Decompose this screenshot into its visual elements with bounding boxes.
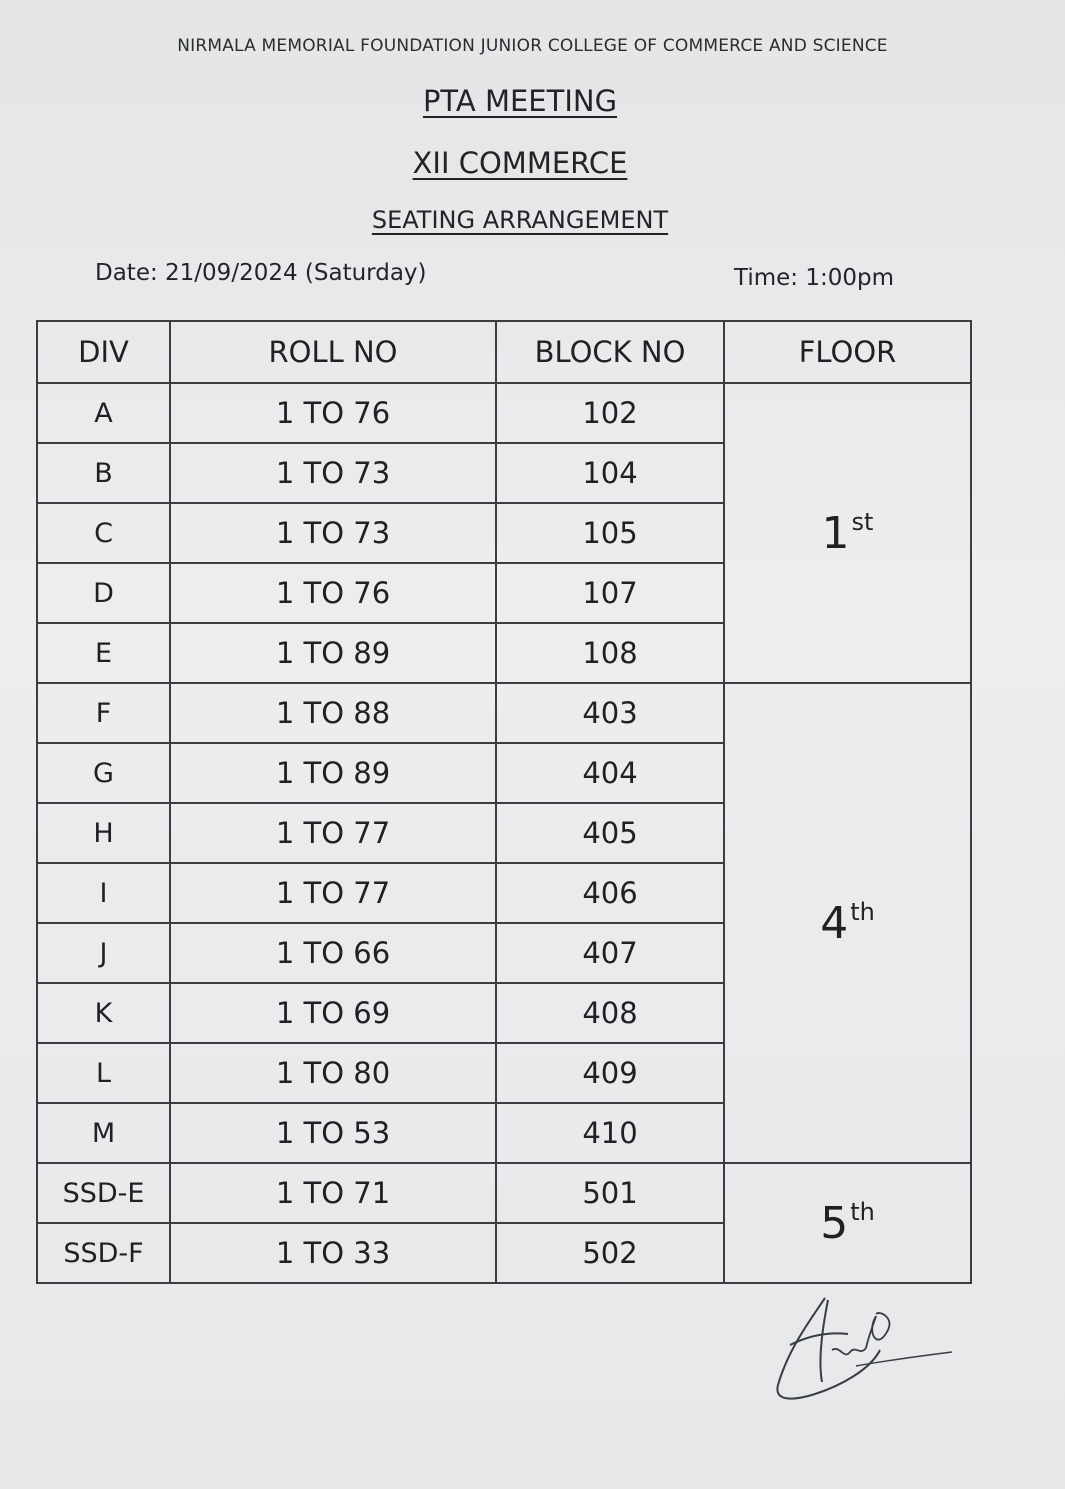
table-row xyxy=(37,1163,971,1223)
table-row xyxy=(37,383,971,443)
div-cell: C xyxy=(37,503,170,563)
floor-cell-4th: 4th xyxy=(724,683,971,1163)
table-header-row xyxy=(37,321,971,383)
column-header-block-no: BLOCK NO xyxy=(496,321,724,383)
block-cell: 404 xyxy=(496,743,724,803)
roll-cell: 1 TO 76 xyxy=(170,383,496,443)
div-cell: B xyxy=(37,443,170,503)
div-cell: F xyxy=(37,683,170,743)
div-cell: M xyxy=(37,1103,170,1163)
block-cell: 501 xyxy=(496,1163,724,1223)
floor-cell-1st: 1st xyxy=(724,383,971,683)
meeting-time: Time: 1:00pm xyxy=(734,265,895,291)
block-cell: 403 xyxy=(496,683,724,743)
block-cell: 502 xyxy=(496,1223,724,1283)
div-cell: SSD-F xyxy=(37,1223,170,1283)
roll-cell: 1 TO 89 xyxy=(170,623,496,683)
block-cell: 406 xyxy=(496,863,724,923)
block-cell: 409 xyxy=(496,1043,724,1103)
roll-cell: 1 TO 71 xyxy=(170,1163,496,1223)
floor-cell-5th: 5th xyxy=(724,1163,971,1283)
block-cell: 105 xyxy=(496,503,724,563)
roll-cell: 1 TO 69 xyxy=(170,983,496,1043)
div-cell: G xyxy=(37,743,170,803)
div-cell: A xyxy=(37,383,170,443)
block-cell: 408 xyxy=(496,983,724,1043)
block-cell: 102 xyxy=(496,383,724,443)
div-cell: H xyxy=(37,803,170,863)
roll-cell: 1 TO 89 xyxy=(170,743,496,803)
class-name: XII COMMERCE xyxy=(412,146,628,180)
roll-cell: 1 TO 80 xyxy=(170,1043,496,1103)
table-row xyxy=(37,683,971,743)
div-cell: D xyxy=(37,563,170,623)
block-cell: 108 xyxy=(496,623,724,683)
div-cell: E xyxy=(37,623,170,683)
column-header-div: DIV xyxy=(37,321,170,383)
roll-cell: 1 TO 73 xyxy=(170,443,496,503)
roll-cell: 1 TO 66 xyxy=(170,923,496,983)
roll-cell: 1 TO 73 xyxy=(170,503,496,563)
roll-cell: 1 TO 76 xyxy=(170,563,496,623)
div-cell: K xyxy=(37,983,170,1043)
block-cell: 107 xyxy=(496,563,724,623)
institution-name: NIRMALA MEMORIAL FOUNDATION JUNIOR COLLEGE OF COMMERCE AND SCIENCE xyxy=(177,36,888,56)
div-cell: L xyxy=(37,1043,170,1103)
column-header-roll-no: ROLL NO xyxy=(170,321,496,383)
block-cell: 104 xyxy=(496,443,724,503)
roll-cell: 1 TO 33 xyxy=(170,1223,496,1283)
meeting-title: PTA MEETING xyxy=(422,84,618,118)
roll-cell: 1 TO 77 xyxy=(170,803,496,863)
roll-cell: 1 TO 88 xyxy=(170,683,496,743)
column-header-floor: FLOOR xyxy=(724,321,971,383)
block-cell: 407 xyxy=(496,923,724,983)
seating-table xyxy=(36,320,972,1284)
meeting-date: Date: 21/09/2024 (Saturday) xyxy=(95,260,427,286)
block-cell: 410 xyxy=(496,1103,724,1163)
div-cell: J xyxy=(37,923,170,983)
signature-icon xyxy=(770,1290,960,1410)
roll-cell: 1 TO 77 xyxy=(170,863,496,923)
div-cell: I xyxy=(37,863,170,923)
roll-cell: 1 TO 53 xyxy=(170,1103,496,1163)
block-cell: 405 xyxy=(496,803,724,863)
document-subtitle: SEATING ARRANGEMENT xyxy=(371,206,669,234)
div-cell: SSD-E xyxy=(37,1163,170,1223)
